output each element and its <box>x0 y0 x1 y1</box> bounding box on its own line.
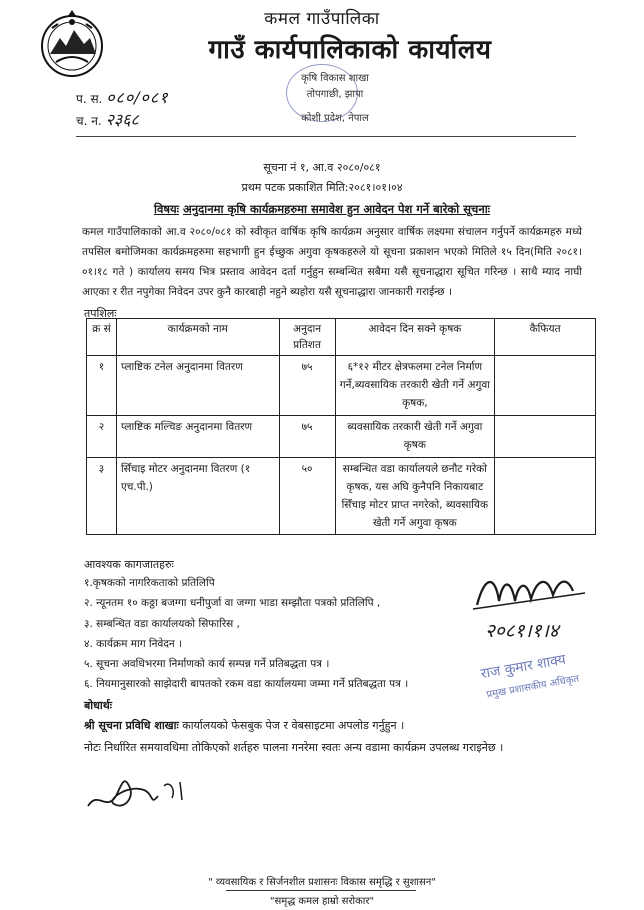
footer-divider <box>226 890 416 891</box>
col-header-program: कार्यक्रमको नाम <box>116 319 279 356</box>
cell-subsidy: ७५ <box>279 356 335 416</box>
letter-reference <box>76 86 169 108</box>
cell-remarks <box>495 356 596 416</box>
office-province: कोशी प्रदेश, नेपाल <box>301 113 369 124</box>
ref-value: ०८०/०८१ <box>106 88 169 107</box>
cell-subsidy: ७५ <box>279 416 335 458</box>
branch-name: कृषि विकास शाखा <box>301 73 369 84</box>
document-item: १.कृषकको नागरिकताको प्रतिलिपि <box>84 577 215 589</box>
cell-eligible: ६*१२ मीटर क्षेत्रफलमा टनेल निर्माण गर्ने,ब्यवसायिक तरकारी खेती गर्ने अगुवा कृषक, <box>335 356 495 416</box>
table-row <box>87 356 596 416</box>
bodhartha-recipient: श्री सूचना प्रविधि शाखाः <box>84 719 179 732</box>
dispatch-number <box>76 108 139 130</box>
header-divider <box>76 136 576 137</box>
bodhartha-label: बोधार्थः <box>84 699 112 712</box>
document-item: ६. नियमानुसारको साझेदारी बापतको रकम वडा कार्यालयमा जम्मा गर्ने प्रतिबद्धता पत्र । <box>84 678 409 690</box>
cell-remarks <box>495 416 596 458</box>
cell-sn: १ <box>87 356 117 416</box>
stamp-name: राज कुमार शाक्य <box>479 651 567 683</box>
cell-remarks <box>495 458 596 535</box>
table-row <box>87 416 596 458</box>
ref-label: प. स. <box>76 92 103 106</box>
cell-sn: २ <box>87 416 117 458</box>
document-item: ४. कार्यक्रम माग निवेदन । <box>84 638 183 650</box>
cell-eligible: सम्बन्धित वडा कार्यालयले छनौट गरेको कृषक, यस अघि कुनैपनि निकायबाट सिँचाइ मोटर प्राप्त नगरेको, ब्यवसायिक खेती गर्ने अगुवा कृषक <box>335 458 495 535</box>
dispatch-value: २३६८ <box>105 110 139 129</box>
footer-slogan: " व्यवसायिक र सिर्जनशील प्रशासनः विकास समृद्धि र सुशासन" <box>208 877 436 888</box>
section-signature-icon <box>84 760 194 820</box>
notice-subject <box>0 202 644 217</box>
col-header-subsidy: अनुदान प्रतिशत <box>279 319 335 356</box>
subject-text: अनुदानमा कृषि कार्यक्रमहरुमा समावेश हुन आवेदन पेश गर्ने बारेको सूचनाः <box>183 202 491 216</box>
signature-date: २०८१।१।४ <box>485 620 559 642</box>
cell-program: प्लाष्टिक मल्चिङ अनुदानमा वितरण <box>116 416 279 458</box>
col-header-sn: क्र सं <box>87 319 117 356</box>
footer-motto: "समृद्ध कमल हाम्रो सरोकार" <box>269 896 375 907</box>
program-table <box>86 318 596 535</box>
table-header-row <box>87 319 596 356</box>
officer-signature-icon <box>455 565 615 715</box>
bodhartha-instruction: कार्यालयको फेसबुक पेज र वेबसाइटमा अपलोड गर्नुहुन । <box>178 719 405 732</box>
cell-sn: ३ <box>87 458 117 535</box>
cell-program: सिँचाइ मोटर अनुदानमा वितरण (१ एच.पी.) <box>116 458 279 535</box>
office-name: गाउँ कार्यपालिकाको कार्यालय <box>208 35 492 65</box>
note-line: नोटः निर्धारित समयावधिमा तोकिएको शर्तहरु पालना गनरेमा स्वतः अन्य वडामा कार्यक्रम उपलब्ध गराइनेछ । <box>84 741 504 754</box>
document-item: ५. सूचना अवधिभरमा निर्माणको कार्य सम्पन्न गर्ने प्रतिबद्धता पत्र । <box>84 658 330 670</box>
document-item: २. न्यूनतम १० कठ्ठा बजग्गा धनीपुर्जा वा जग्गा भाडा सम्झौता पत्रको प्रतिलिपि , <box>84 597 381 609</box>
office-location: तोपगाछी, झापा <box>306 89 364 100</box>
dispatch-label: च. न. <box>76 114 102 128</box>
required-documents-title: आवश्यक कागजातहरुः <box>84 558 174 571</box>
cell-program: प्लाष्टिक टनेल अनुदानमा वितरण <box>116 356 279 416</box>
notice-number: सूचना नं १, आ.व २०८०/०८१ <box>263 161 381 174</box>
notice-body: कमल गाउँपालिकाको आ.व २०८०/०८१ को स्वीकृत वार्षिक कृषि कार्यक्रम अनुसार वार्षिक लक्ष्यमा संचालन गर्नुपर्ने कार्यक्रमहरु मध्ये तपसिल बमोजिमका कार्यक्रमहरुमा सहभागी हुन ईच्छुक अगुवा कृषकहरुले यो सूचना प्रकाशन भएको मितिले १५ दिन(मिति २०८१।०१।१८ गते ) कार्यालय समय भित्र प्रस्ताव आवेदन दर्ता गर्नुहुन सम्बन्धित सबैमा यसै सूचनाद्धारा सूचित गरिन्छ । साथै म्याद नाघी आएका र रीत नपुगेका निवेदन उपर कुनै कारबाही नहुने ब्यहोरा यसै सूचनाद्धारा जानकारी गराईन्छ । <box>82 226 582 298</box>
bodhartha-line <box>84 718 404 733</box>
subject-prefix: विषयः <box>153 202 179 216</box>
cell-eligible: ब्यवसायिक तरकारी खेती गर्ने अगुवा कृषक <box>335 416 495 458</box>
stamp-title: प्रमुख प्रशासकीय अधिकृत <box>485 673 581 701</box>
cell-subsidy: ५० <box>279 458 335 535</box>
municipality-name: कमल गाउँपालिका <box>264 9 380 29</box>
document-item: ३. सम्बन्धित वडा कार्यालयको सिफारिस , <box>84 618 240 630</box>
notice-publish-date: प्रथम पटक प्रकाशित मिति:२०८१।०१।०४ <box>241 181 403 194</box>
table-row <box>87 458 596 535</box>
col-header-remarks: कैफियत <box>495 319 596 356</box>
col-header-eligible: आवेदन दिन सक्ने कृषक <box>335 319 495 356</box>
tapsil-label: तपशिलः <box>84 307 117 320</box>
